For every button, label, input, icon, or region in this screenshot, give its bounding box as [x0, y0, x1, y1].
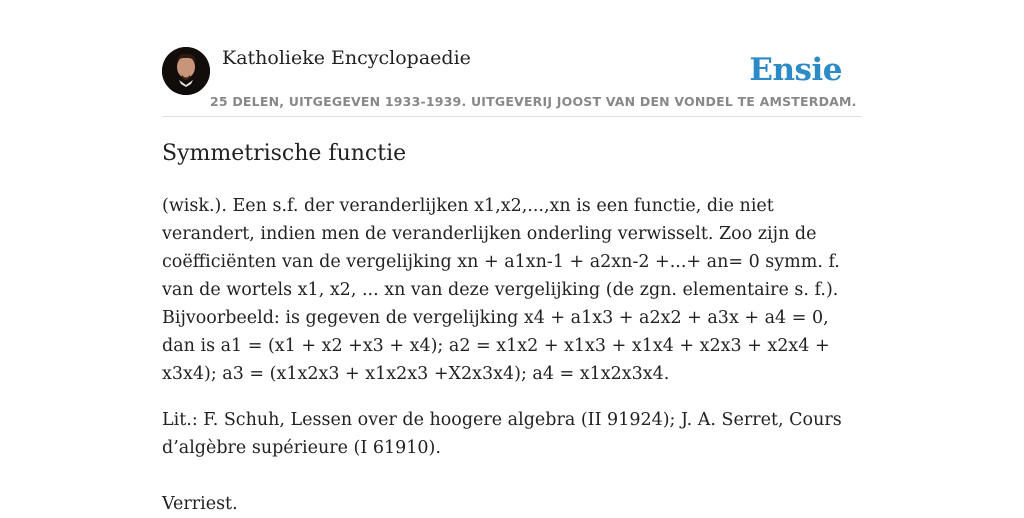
article-body: (wisk.). Een s.f. der veranderlijken x1,x2,...,xn is een functie, die niet verandert, indien men de veranderlijken onderling verwisselt. Zoo zijn de coëfficiënten van de vergelijking xn + a1xn-1 + a2xn-2 +...+ an= 0 symm. f. van de wortels x1, x2, ... xn van deze vergelijking (de zgn. elementaire s. f.). Bijvoorbeeld: is gegeven de vergelijking x4 + a1x3 + a2x2 + a3x + a4 = 0, dan is a1 = (x1 + x2 +x3 + x4); a2 = x1x2 + x1x3 + x1x4 + x2x3 + x2x4 + x3x4); a3 = (x1x2x3 + x1x2x3 +X2x3x4); a4 = x1x2x3x4. — [162, 196, 840, 384]
article-literature: Lit.: F. Schuh, Lessen over de hoogere algebra (II 91924); J. A. Serret, Cours d’algèbre supérieure (I 61910). — [162, 410, 842, 458]
publication-avatar[interactable] — [162, 47, 210, 95]
brand-logo[interactable]: Ensie — [749, 52, 842, 88]
article-author: Verriest. — [162, 494, 238, 514]
publication-subtitle: 25 DELEN, UITGEGEVEN 1933-1939. UITGEVERIJ JOOST VAN DEN VONDEL TE AMSTERDAM. — [210, 94, 857, 109]
article-title: Symmetrische functie — [162, 141, 407, 166]
portrait-avatar-icon — [162, 47, 210, 95]
publication-title[interactable]: Katholieke Encyclopaedie — [222, 47, 471, 69]
article — [162, 138, 862, 518]
site-header — [162, 46, 862, 117]
